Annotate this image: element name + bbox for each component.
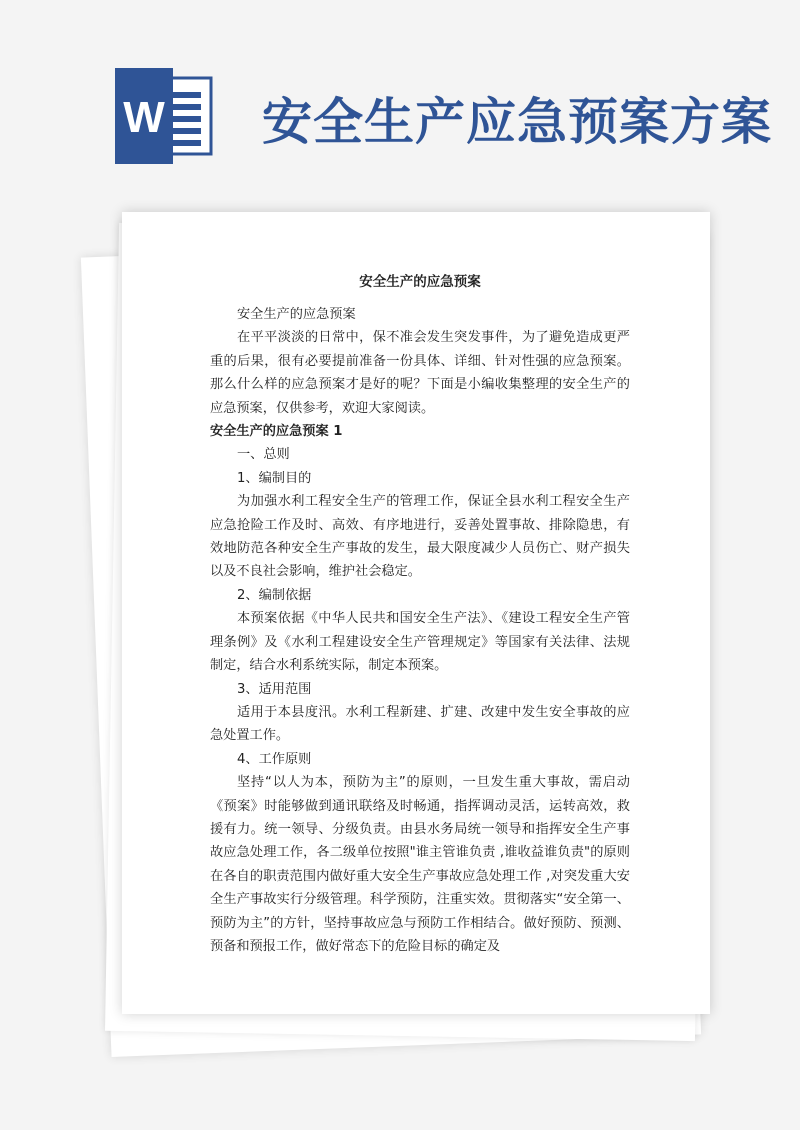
paragraph: 在平平淡淡的日常中，保不准会发生突发事件，为了避免造成更严重的后果，很有必要提前准备一份具体、详细、针对性强的应急预案。那么什么样的应急预案才是好的呢？下面是小编收集整理的安全生产的应急预案，仅供参考，欢迎大家阅读。	[210, 330, 630, 416]
paragraph: 为加强水利工程安全生产的管理工作，保证全县水利工程安全生产应急抢险工作及时、高效、有序地进行，妥善处置事故、排除隐患，有效地防范各种安全生产事故的发生，最大限度减少人员伤亡、财产损失以及不良社会影响，维护社会稳定。	[210, 494, 630, 580]
paragraph: 3、适用范围	[237, 681, 312, 697]
paragraph: 坚持“以人为本，预防为主”的原则，一旦发生重大事故，需启动《预案》时能够做到通讯联络及时畅通，指挥调动灵活，运转高效，救援有力。统一领导、分级负责。由县水务局统一领导和指挥安全生产事故应急处理工作，各二级单位按照"谁主管谁负责 ,谁收益谁负责"的原则在各自的职责范围内做好重大安全生产事故应急处理工作 ,对突发重大安全生产事故实行分级管理。科学预防，注重实效。贯彻落实“安全第一、预防为主”的方针，坚持事故应急与预防工作相结合。做好预防、预测、预备和预报工作，做好常态下的危险目标的确定及	[210, 775, 630, 954]
section-heading: 安全生产的应急预案 1	[210, 424, 343, 440]
paragraph: 安全生产的应急预案	[237, 307, 356, 322]
paragraph: 2、编制依据	[237, 587, 312, 603]
paragraph: 一、总则	[237, 447, 290, 463]
paragraph-list	[210, 303, 630, 958]
paragraph: 4、工作原则	[237, 751, 312, 767]
banner-title: 安全生产应急预案方案	[262, 93, 772, 151]
banner	[0, 0, 800, 200]
document-title: 安全生产的应急预案	[359, 274, 481, 290]
word-logo-letter: W	[123, 93, 165, 142]
paragraph: 本预案依据《中华人民共和国安全生产法》、《建设工程安全生产管理条例》及《水利工程建设安全生产管理规定》等国家有关法律、法规制定，结合水利系统实际，制定本预案。	[210, 611, 630, 674]
document-page	[122, 212, 710, 1014]
paragraph: 适用于本县度汛。水利工程新建、扩建、改建中发生安全事故的应急处置工作。	[210, 704, 630, 744]
document-body	[210, 270, 630, 958]
paragraph: 1、编制目的	[237, 470, 312, 486]
word-icon	[115, 66, 213, 166]
